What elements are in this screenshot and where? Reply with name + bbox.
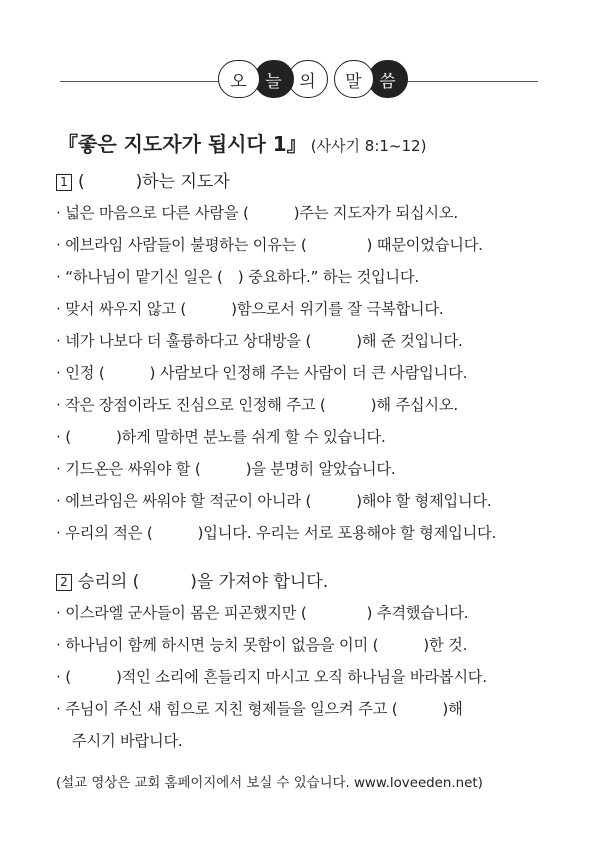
- scripture-reference: (사사기 8:1~12): [310, 137, 427, 155]
- section-1-number: 1: [56, 174, 72, 191]
- header-rule-left: [60, 81, 220, 82]
- header-pill-4: 말: [334, 60, 374, 98]
- section-1-line: · 작은 장점이라도 진심으로 인정해 주고 ( )해 주십시오.: [56, 396, 458, 414]
- section-2-heading: [56, 567, 328, 592]
- section-2-number: 2: [56, 574, 72, 591]
- header-pill-2: 늘: [254, 60, 294, 98]
- section-1-line: · 맞서 싸우지 않고 ( )함으로서 위기를 잘 극복합니다.: [56, 300, 444, 318]
- section-1-line: · 넓은 마음으로 다른 사람을 ( )주는 지도자가 되십시오.: [56, 204, 458, 222]
- section-1-line: · 에브라임 사람들이 불평하는 이유는 ( ) 때문이었습니다.: [56, 236, 483, 254]
- sermon-title: [58, 128, 426, 157]
- footer-note: (설교 영상은 교회 홈페이지에서 보실 수 있습니다. www.loveeden.net): [56, 776, 483, 791]
- header-pill-3: 의: [288, 60, 328, 98]
- section-1-line: · 네가 나보다 더 훌륭하다고 상대방을 ( )해 준 것입니다.: [56, 332, 463, 350]
- section-1-line: · 기드온은 싸워야 할 ( )을 분명히 알았습니다.: [56, 460, 396, 478]
- section-2-line-continuation: 주시기 바랍니다.: [72, 732, 183, 750]
- header-pill-5: 씀: [368, 60, 408, 98]
- section-1-line: · 우리의 적은 ( )입니다. 우리는 서로 포용해야 할 형제입니다.: [56, 524, 497, 542]
- section-2-line: · 하나님이 함께 하시면 능치 못함이 없음을 이미 ( )한 것.: [56, 636, 468, 654]
- section-2-heading-text: 승리의 ( )을 가져야 합니다.: [78, 572, 329, 592]
- sermon-title-main: 『좋은 지도자가 됩시다 1』: [58, 132, 307, 156]
- section-2-line: · ( )적인 소리에 흔들리지 마시고 오직 하나님을 바라봅시다.: [56, 668, 487, 686]
- section-1-heading-text: ( )하는 지도자: [78, 172, 230, 192]
- section-1-line: · 인정 ( ) 사람보다 인정해 주는 사람이 더 큰 사람입니다.: [56, 364, 468, 382]
- section-1-line: · ( )하게 말하면 분노를 쉬게 할 수 있습니다.: [56, 428, 386, 446]
- section-2-line: · 이스라엘 군사들이 몸은 피곤했지만 ( ) 추격했습니다.: [56, 604, 469, 622]
- section-1-heading: [56, 167, 230, 192]
- section-1-line: · “하나님이 맡기신 일은 ( ) 중요하다.” 하는 것입니다.: [56, 268, 420, 286]
- header-pill-1: 오: [218, 60, 260, 98]
- section-2-line: · 주님이 주신 새 힘으로 지친 형제들을 일으켜 주고 ( )해: [56, 700, 463, 718]
- section-1-line: · 에브라임은 싸워야 할 적군이 아니라 ( )해야 할 형제입니다.: [56, 492, 492, 510]
- header-pills: [218, 60, 408, 100]
- header-banner: [0, 58, 600, 102]
